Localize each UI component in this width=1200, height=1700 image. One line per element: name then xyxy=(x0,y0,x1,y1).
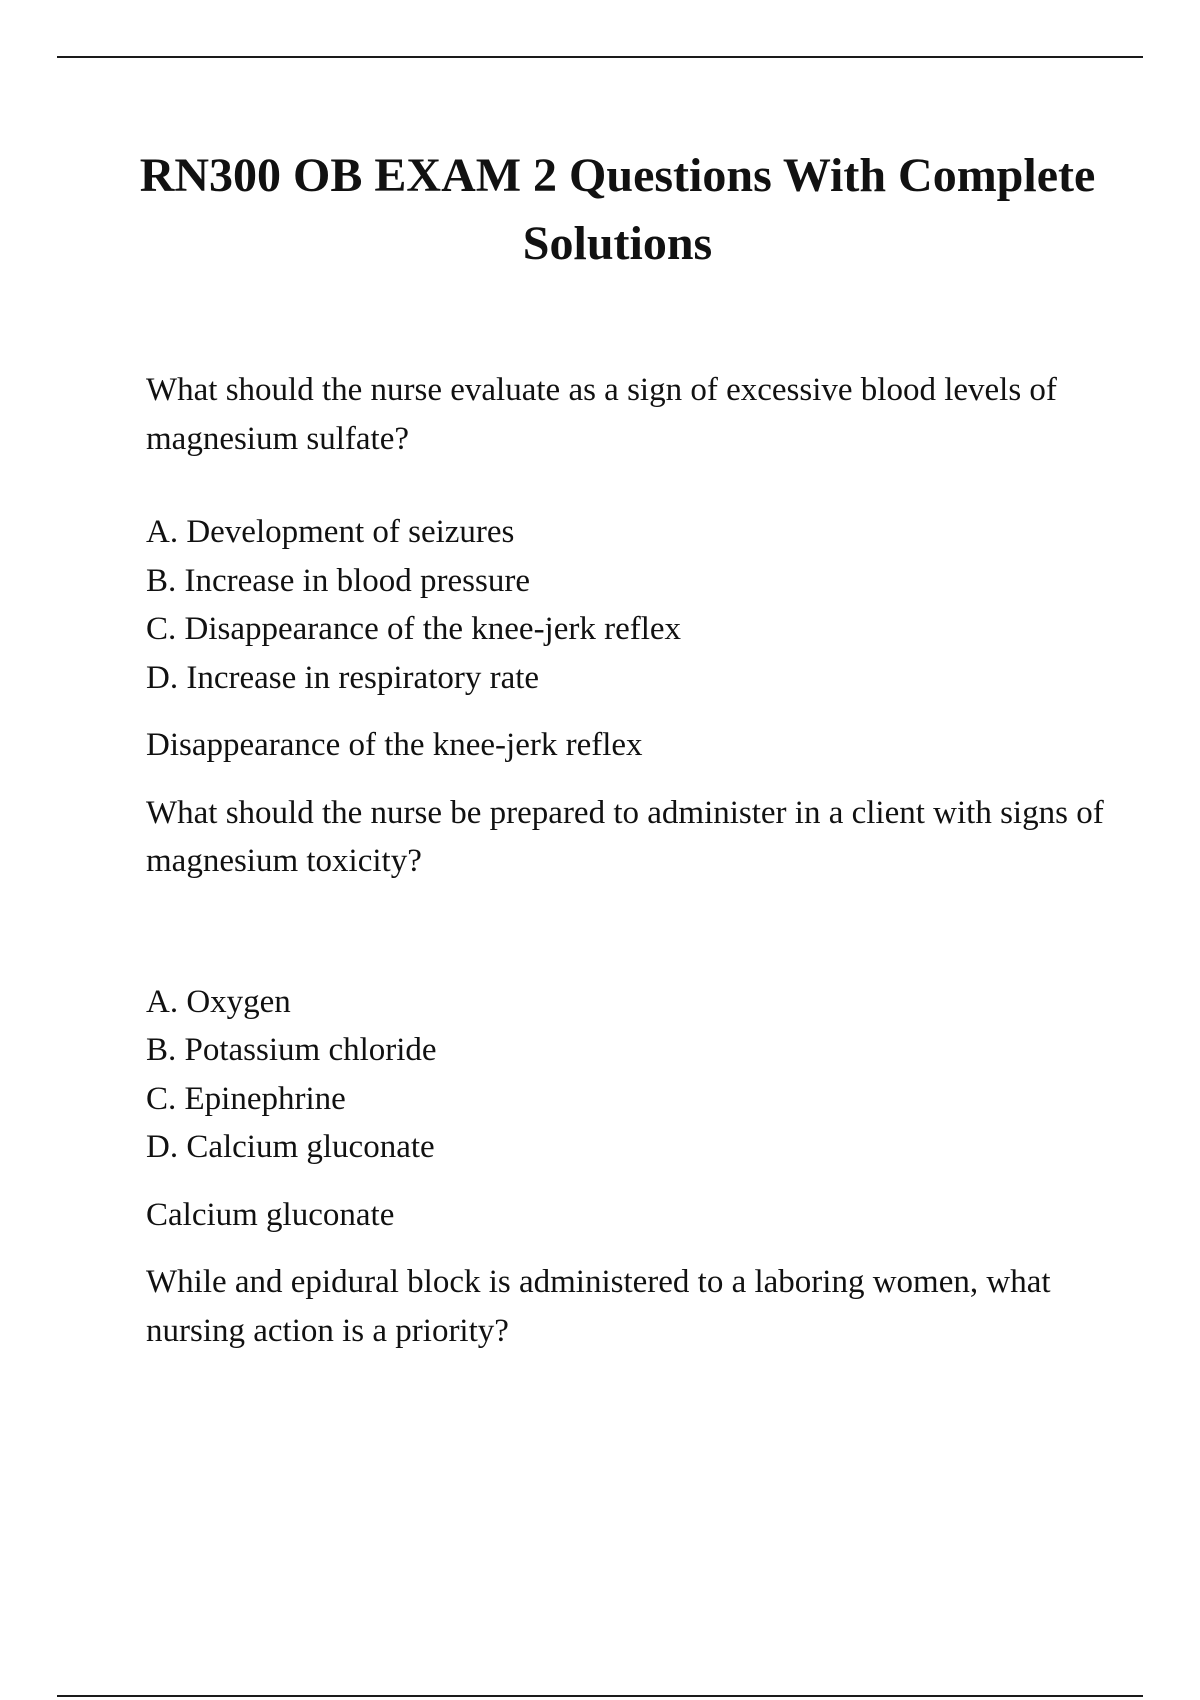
question-2-text: What should the nurse be prepared to administer in a client with signs of magnesium toxicity? xyxy=(146,794,1104,879)
bottom-rule xyxy=(57,1695,1143,1697)
top-rule xyxy=(57,56,1143,58)
question-2-option-c: C. Epinephrine xyxy=(146,1080,346,1117)
question-1-option-a: A. Development of seizures xyxy=(146,514,515,550)
question-3-text: While and epidural block is administered to a laboring women, what nursing action is a priority? xyxy=(146,1264,1051,1349)
question-1-text: What should the nurse evaluate as a sign of excessive blood levels of magnesium sulfate? xyxy=(146,372,1057,457)
question-2-option-a: A. Oxygen xyxy=(146,983,291,1020)
question-1-options xyxy=(146,508,1106,702)
document-title: RN300 OB EXAM 2 Questions With Complete Solutions xyxy=(139,149,1096,270)
question-list xyxy=(146,366,1106,1355)
question-2-option-b: B. Potassium chloride xyxy=(146,1032,437,1068)
question-2-answer: Calcium gluconate xyxy=(146,1196,395,1233)
question-1-option-c: C. Disappearance of the knee-jerk reflex xyxy=(146,611,682,647)
question-2-option-d: D. Calcium gluconate xyxy=(146,1129,435,1165)
question-1-option-d: D. Increase in respiratory rate xyxy=(146,659,540,696)
question-2-options xyxy=(146,978,1106,1172)
question-1-answer: Disappearance of the knee-jerk reflex xyxy=(146,727,643,763)
question-1-option-b: B. Increase in blood pressure xyxy=(146,562,530,599)
